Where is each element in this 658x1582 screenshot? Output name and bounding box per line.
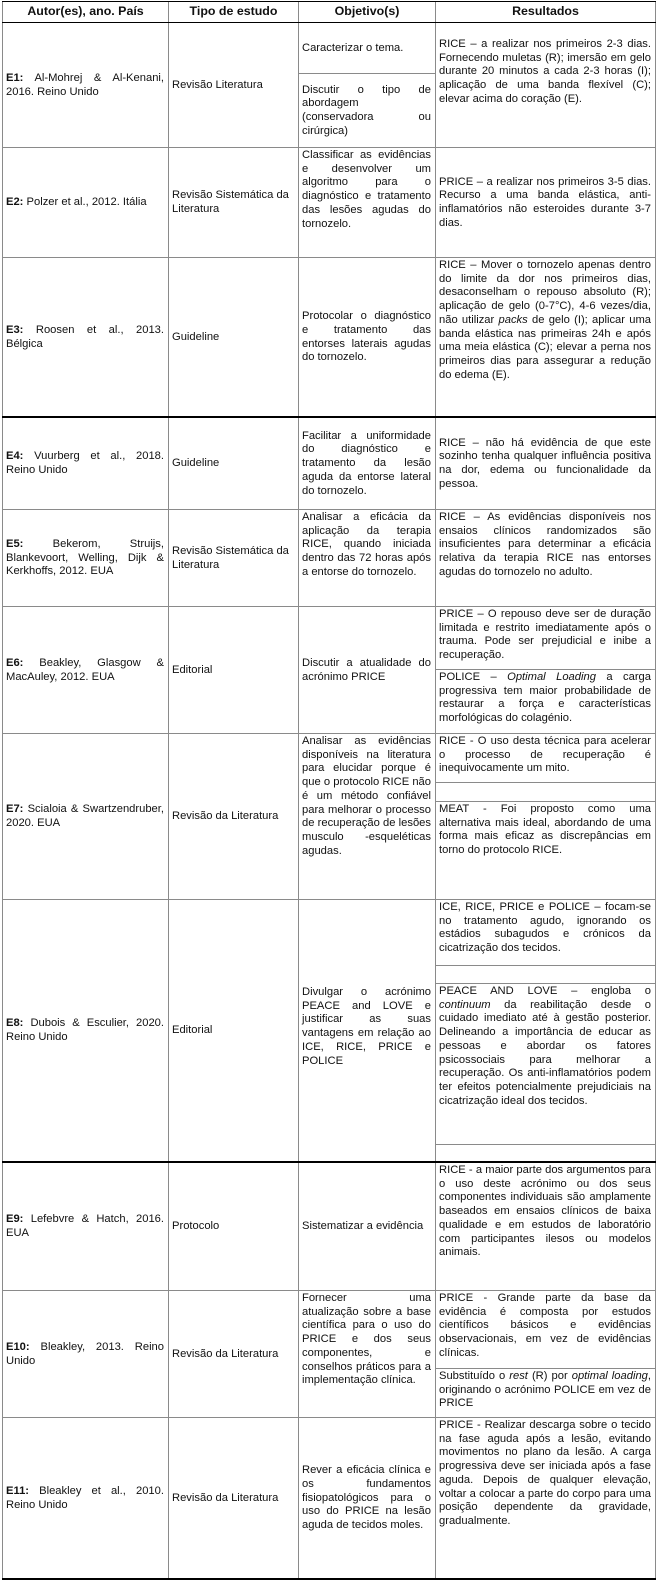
objective-cell — [299, 148, 435, 257]
author-cell — [3, 23, 168, 147]
study-type-cell — [169, 900, 298, 1161]
study-id: E1: — [6, 71, 24, 84]
objective-cell — [299, 510, 435, 606]
author-cell — [3, 900, 168, 1161]
study-type-cell — [169, 258, 298, 416]
result-text: PRICE – a realizar nos primeiros 3-5 dias. Recurso a uma banda elástica, anti-inflamatórios não esteroides durante 3-7 dias. — [439, 175, 651, 229]
objective-text: Protocolar o diagnóstico e tratamento das entorses laterais agudas do tornozelo. — [302, 310, 431, 364]
study-type-cell — [169, 1418, 298, 1578]
study-type-text: Editorial — [172, 663, 213, 676]
result-cell — [436, 418, 655, 509]
study-type-cell — [169, 148, 298, 257]
result-cell — [436, 1163, 655, 1290]
study-type-text: Guideline — [172, 457, 220, 470]
table-border-bottom — [2, 1578, 656, 1580]
result-cell: POLICE – Optimal Loading a carga progressiva tem maior probabilidade de restaurar a força e características morfológicas do colagénio. — [439, 671, 651, 725]
sub-row-divider — [436, 782, 655, 783]
study-id: E2: — [6, 196, 24, 209]
study-type-text: Guideline — [172, 330, 220, 343]
result-cell: Substituído o rest (R) por optimal loading, originando o acrónimo POLICE em vez de PRICE — [439, 1370, 652, 1410]
result-cell — [436, 148, 655, 257]
result-cell — [436, 1291, 655, 1368]
author-cell — [3, 607, 168, 733]
study-id: E4: — [6, 450, 24, 463]
objective-text: Fornecer uma atualização sobre a base científica para o uso do PRICE e dos seus componentes, e conselhos práticos para a implementação clínica. — [302, 1292, 431, 1387]
author-cell — [3, 418, 168, 509]
result-cell: RICE – Mover o tornozelo apenas dentro do limite da dor nos primeiros dias, desaconselham o repouso absoluto (R); aplicação de gelo (0-7°C), 4-6 vezes/dia, não utilizar packs de gelo (I); aplicar uma banda elástica nas primeiras 24h e após uma meia elástica (C); elevar a perna nos primeiros dias para assegurar a redução do edema (E). — [439, 259, 651, 381]
study-id: E7: — [6, 803, 24, 816]
objective-cell — [299, 734, 435, 899]
result-text: RICE – não há evidência de que este sozinho tenha qualquer influência positiva na dor, edema ou funcionalidade da pessoa. — [439, 436, 651, 490]
study-type-cell — [169, 1163, 298, 1290]
objective-text: Discutir a atualidade do acrónimo PRICE — [302, 656, 431, 683]
sub-row-divider — [436, 1144, 655, 1145]
author-cell — [3, 1291, 168, 1417]
study-type-text: Revisão Literatura — [172, 78, 263, 91]
study-type-text: Revisão da Literatura — [172, 1491, 279, 1504]
study-type-text: Editorial — [172, 1024, 213, 1037]
objective-text: Rever a eficácia clínica e os fundamentos fisiopatológicos para o uso do PRICE na lesão aguda de tecidos moles. — [302, 1464, 431, 1532]
author-cell — [3, 148, 168, 257]
result-text: MEAT - Foi proposto como uma alternativa mais ideal, abordando de uma forma mais eficaz as discrepâncias em torno do protocolo RICE. — [439, 803, 651, 857]
study-type-cell — [169, 23, 298, 147]
result-cell — [436, 510, 655, 606]
study-id: E11: — [6, 1484, 30, 1497]
study-type-cell — [169, 510, 298, 606]
objective-text: Discutir o tipo de abordagem (conservadora ou cirúrgica) — [302, 83, 431, 137]
result-text: ICE, RICE, PRICE e POLICE – focam-se no tratamento agudo, ignorando os estádios subagudos e crónicos da cicatrização dos tecidos. — [439, 901, 651, 955]
result-text: RICE – As evidências disponíveis nos ensaios clínicos randomizados são insuficientes para determinar a eficácia relativa da terapia RICE nas entorses agudas do tornozelo no adulto. — [439, 511, 651, 578]
objective-text: Caracterizar o tema. — [302, 41, 404, 54]
objective-cell — [299, 23, 435, 73]
study-type-text: Revisão Sistemática da Literatura — [172, 544, 289, 571]
result-text: PRICE – O repouso deve ser de duração limitada e restrito imediatamente após o trauma. Pode ser prejudicial e inibe a recuperação. — [439, 608, 651, 662]
table-border-right — [655, 1, 656, 1580]
result-cell: PEACE AND LOVE – engloba o continuum da reabilitação desde o cuidado imediato até à gestão posterior. Delineando a importância de educar as pessoas e abordar os fatores psicossociais para melhorar a recuperação. Os anti-inflamatórios podem ter efeitos potencialmente prejudiciais na cicatrização ideal dos tecidos. — [439, 985, 651, 1107]
objective-cell — [299, 607, 435, 733]
study-id: E9: — [6, 1213, 24, 1226]
result-text: PRICE - Grande parte da base da evidência é composta por estudos científicos básicos e evidências observacionais, em vez de evidências clínicas. — [439, 1292, 651, 1359]
author-cell — [3, 1163, 168, 1290]
header-author: Autor(es), ano. País — [27, 4, 144, 18]
header-objectives: Objetivo(s) — [334, 4, 400, 18]
result-cell — [436, 802, 655, 899]
result-text: RICE - O uso desta técnica para acelerar o processo de recuperação é inequivocamente um mito. — [439, 735, 651, 775]
study-type-text: Revisão da Literatura — [172, 810, 279, 823]
result-cell — [436, 734, 655, 782]
result-text: RICE - a maior parte dos argumentos para o uso deste acrónimo ou dos seus componentes individuais são amplamente baseados em ensaios clínicos de baixa qualidade e em estudos de laboratório com participantes ilesos ou modelos animais. — [439, 1164, 651, 1259]
sub-row-divider — [436, 965, 655, 966]
author-text: Vuurberg et al., 2018. Reino Unido — [6, 450, 165, 476]
header-results: Resultados — [512, 4, 579, 18]
result-text: RICE – a realizar nos primeiros 2-3 dias. Fornecendo muletas (R); imersão em gelo durante 20 minutos a cada 2-3 horas (I); aplicação de uma banda flexível (C); elevar acima do coração (E). — [439, 38, 651, 105]
author-cell — [3, 258, 168, 416]
objective-cell — [299, 418, 435, 509]
study-type-cell — [169, 607, 298, 733]
study-type-cell — [169, 1291, 298, 1417]
result-cell — [436, 900, 655, 965]
study-type-text: Revisão Sistemática da Literatura — [172, 189, 289, 215]
objective-text: Divulgar o acrónimo PEACE and LOVE e justificar as suas vantagens em relação ao ICE, RICE, PRICE e POLICE — [302, 986, 431, 1067]
objective-cell — [299, 985, 435, 1161]
objective-text: Analisar as evidências disponíveis na literatura para elucidar porque é que o protocolo RICE não é um método confiável para melhorar o processo de recuperação de lesões musculo -esqueléticas agudas. — [302, 735, 431, 857]
author-text: Al-Mohrej & Al-Kenani, 2016. Reino Unido — [6, 71, 165, 98]
result-cell — [436, 37, 655, 147]
study-type-cell — [169, 734, 298, 899]
study-id: E3: — [6, 323, 24, 336]
objective-cell — [299, 258, 435, 416]
objective-cell — [299, 74, 435, 147]
author-cell — [3, 510, 168, 606]
author-text: Lefebvre & Hatch, 2016. EUA — [6, 1213, 164, 1239]
author-text: Beakley, Glasgow & MacAuley, 2012. EUA — [6, 656, 164, 683]
study-type-text: Protocolo — [172, 1220, 220, 1233]
author-text: Bleakley et al., 2010. Reino Unido — [6, 1484, 164, 1511]
objective-cell — [299, 1163, 435, 1290]
study-id: E6: — [6, 656, 24, 669]
result-cell — [436, 607, 655, 669]
study-type-text: Revisão da Literatura — [172, 1347, 279, 1360]
objective-text: Classificar as evidências e desenvolver um algoritmo para o diagnóstico e tratamento das lesões agudas do tornozelo. — [302, 149, 431, 230]
study-id: E10: — [6, 1340, 30, 1353]
study-type-cell — [169, 418, 298, 509]
author-text: Bekerom, Struijs, Blankevoort, Welling, Dijk & Kerkhoffs, 2012. EUA — [6, 537, 164, 578]
objective-cell — [299, 1291, 435, 1417]
author-text: Polzer et al., 2012. Itália — [26, 196, 147, 209]
objective-text: Analisar a eficácia da aplicação da terapia RICE, quando iniciada dentro das 72 horas após a entorse do tornozelo. — [302, 511, 431, 578]
result-text: PRICE - Realizar descarga sobre o tecido na fase aguda após a lesão, evitando movimentos no plano da lesão. A carga progressiva deve ser iniciada após a fase aguda. Depois de qualquer elevação, voltar a colocar a parte do corpo para uma posição dependente da gravidade, gradualmente. — [439, 1419, 651, 1527]
author-text: Roosen et al., 2013. Bélgica — [6, 323, 165, 350]
objective-text: Sistematizar a evidência — [302, 1220, 424, 1233]
study-id: E5: — [6, 537, 24, 550]
author-cell — [3, 734, 168, 899]
author-text: Bleakley, 2013. Reino Unido — [6, 1340, 164, 1367]
author-text: Scialoia & Swartzendruber, 2020. EUA — [6, 803, 164, 829]
literature-review-table — [2, 1, 656, 1580]
header-study-type: Tipo de estudo — [189, 4, 278, 18]
author-text: Dubois & Esculier, 2020. Reino Unido — [6, 1017, 165, 1043]
author-cell — [3, 1418, 168, 1578]
objective-cell — [299, 1418, 435, 1578]
objective-text: Facilitar a uniformidade do diagnóstico e tratamento da lesão aguda da entorse lateral do tornozelo. — [302, 429, 431, 497]
study-id: E8: — [6, 1017, 24, 1030]
result-cell — [436, 1418, 655, 1578]
